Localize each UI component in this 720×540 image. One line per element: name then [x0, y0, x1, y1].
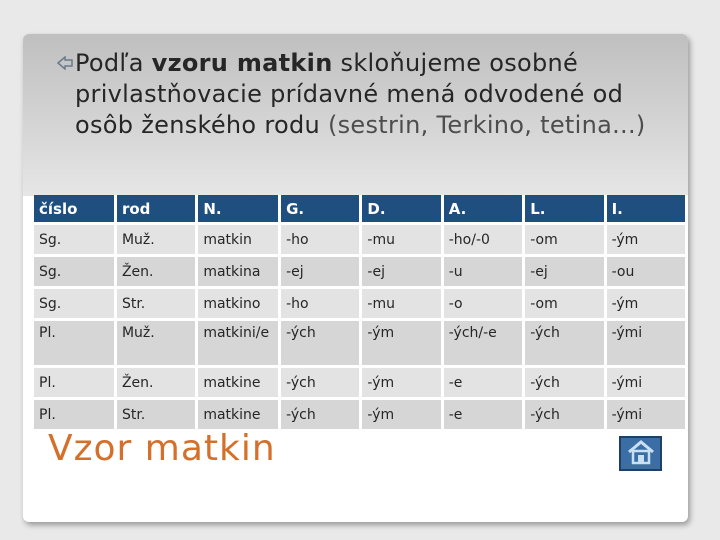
home-icon [626, 439, 656, 469]
table-cell: -mu [361, 288, 442, 320]
table-row [34, 224, 687, 256]
table-cell: -om [524, 224, 605, 256]
slide-heading [75, 48, 675, 141]
header-cell: A. [442, 195, 523, 224]
table-cell: matkin [197, 224, 280, 256]
table-cell: matkine [197, 399, 280, 431]
header-cell: I. [605, 195, 686, 224]
table-cell: -ým [361, 320, 442, 367]
table-cell: Pl. [34, 320, 115, 367]
table-cell: -ej [361, 256, 442, 288]
bullet-icon [57, 55, 73, 74]
table-cell: -o [442, 288, 523, 320]
table-cell: Muž. [115, 320, 196, 367]
table-cell: Str. [115, 288, 196, 320]
table-row [34, 288, 687, 320]
header-cell: rod [115, 195, 196, 224]
table-cell: -ej [280, 256, 361, 288]
table-cell: matkina [197, 256, 280, 288]
table-cell: -ých [524, 399, 605, 431]
header-cell: číslo [34, 195, 115, 224]
table-cell: -e [442, 367, 523, 399]
declension-table [34, 195, 688, 432]
table-cell: -ým [605, 288, 686, 320]
footer-title: Vzor matkin [48, 428, 276, 469]
table-cell: -u [442, 256, 523, 288]
home-button[interactable] [619, 436, 662, 471]
header-cell: N. [197, 195, 280, 224]
table-cell: -ými [605, 399, 686, 431]
table-cell: Str. [115, 399, 196, 431]
table-cell: -ými [605, 367, 686, 399]
table-cell: -ých [280, 399, 361, 431]
table-cell: Muž. [115, 224, 196, 256]
table-header-row [34, 195, 687, 224]
heading-prefix: Podľa [75, 49, 152, 77]
table-row [34, 320, 687, 367]
table-cell: Pl. [34, 399, 115, 431]
heading-text: skloňujeme osobné privlastňovacie prídavné mená odvodené od osôb ženského rodu [75, 49, 624, 139]
heading-bold: vzoru matkin [151, 49, 333, 77]
table-cell: Žen. [115, 367, 196, 399]
table-cell: -ej [524, 256, 605, 288]
table-cell: Sg. [34, 224, 115, 256]
header-cell: G. [280, 195, 361, 224]
table-row [34, 367, 687, 399]
table-cell: -ým [361, 367, 442, 399]
table-cell: matkini/e [197, 320, 280, 367]
table-row [34, 399, 687, 431]
table-cell: -ho/-0 [442, 224, 523, 256]
table-cell: -ou [605, 256, 686, 288]
table-cell: -e [442, 399, 523, 431]
table-cell: -ými [605, 320, 686, 367]
table-cell: -ých [524, 367, 605, 399]
table-cell: Pl. [34, 367, 115, 399]
table-cell: Žen. [115, 256, 196, 288]
header-cell: D. [361, 195, 442, 224]
header-cell: L. [524, 195, 605, 224]
table-cell: -om [524, 288, 605, 320]
table-cell: -ých [524, 320, 605, 367]
table-cell: -ých [280, 367, 361, 399]
table-row [34, 256, 687, 288]
table-cell: -ho [280, 224, 361, 256]
table-cell: Sg. [34, 256, 115, 288]
table-cell: -ým [605, 224, 686, 256]
slide [23, 34, 688, 522]
table-cell: Sg. [34, 288, 115, 320]
table-cell: -ým [361, 399, 442, 431]
table-cell: -ho [280, 288, 361, 320]
table-cell: matkine [197, 367, 280, 399]
table-cell: -ých/-e [442, 320, 523, 367]
table-cell: -mu [361, 224, 442, 256]
table-cell: -ých [280, 320, 361, 367]
table-cell: matkino [197, 288, 280, 320]
heading-examples: (sestrin, Terkino, tetina...) [327, 111, 646, 139]
